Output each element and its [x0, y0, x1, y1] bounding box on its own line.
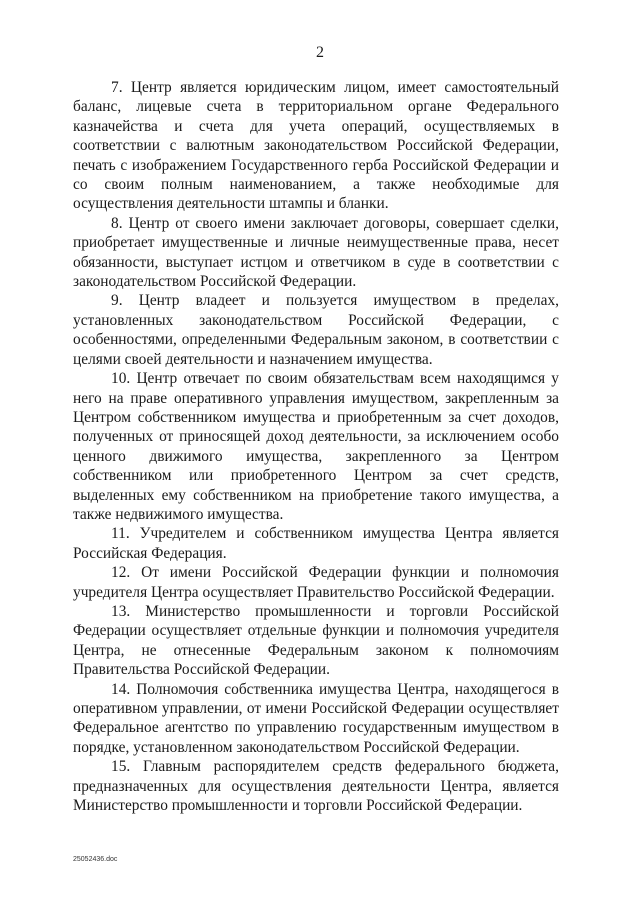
paragraph-11: 11. Учредителем и собственником имущества Центра является Российская Федерация. [73, 525, 559, 562]
footer-filename: 25052436.doc [73, 856, 118, 863]
document-body [73, 78, 559, 815]
paragraph-10: 10. Центр отвечает по своим обязательствам всем находящимся у него на праве оперативного управления имуществом, закрепленным за Центром собственником имущества и приобретенным за счет доходов, полученных от приносящей доход деятельности, за исключением особо ценного движимого имущества, закрепленного за Центром собственником или приобретенного Центром за счет средств, выделенных ему собственником на приобретение такого имущества, а также недвижимого имущества. [73, 370, 559, 523]
paragraph-7: 7. Центр является юридическим лицом, имеет самостоятельный баланс, лицевые счета в территориальном органе Федерального казначейства и счета для учета операций, осуществляемых в соответствии с валютным законодательством Российской Федерации, печать с изображением Государственного герба Российской Федерации и со своим полным наименованием, а также необходимые для осуществления деятельности штампы и бланки. [73, 79, 559, 213]
paragraph-13: 13. Министерство промышленности и торговли Российской Федерации осуществляет отдельные функции и полномочия учредителя Центра, не отнесенные Федеральным законом к полномочиям Правительства Российской Федерации. [73, 602, 559, 679]
paragraph-9: 9. Центр владеет и пользуется имуществом в пределах, установленных законодательством Российской Федерации, с особенностями, определенными Федеральным законом, в соответствии с целями своей деятельности и назначением имущества. [73, 292, 559, 368]
page-number: 2 [316, 44, 324, 61]
paragraph-15: 15. Главным распорядителем средств федерального бюджета, предназначенных для осуществления деятельности Центра, является Министерство промышленности и торговли Российской Федерации. [73, 758, 559, 815]
paragraph-12: 12. От имени Российской Федерации функции и полномочия учредителя Центра осуществляет Правительство Российской Федерации. [73, 564, 559, 601]
paragraph-14: 14. Полномочия собственника имущества Центра, находящегося в оперативном управлении, от имени Российской Федерации осуществляет Федеральное агентство по управлению государственным имуществом в порядке, установленном законодательством Российской Федерации. [73, 680, 559, 756]
paragraph-8: 8. Центр от своего имени заключает договоры, совершает сделки, приобретает имущественные и личные неимущественные права, несет обязанности, выступает истцом и ответчиком в суде в соответствии с законодательством Российской Федерации. [73, 214, 559, 291]
